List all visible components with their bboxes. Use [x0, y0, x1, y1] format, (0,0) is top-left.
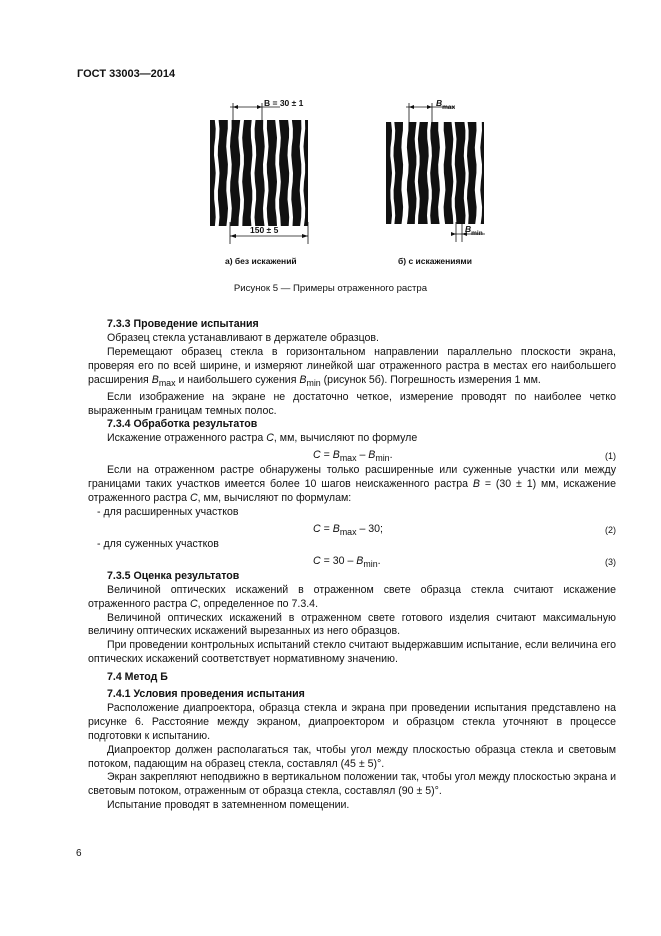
list-item: - для расширенных участков — [97, 505, 239, 518]
label-bmin: $B_{min}$ — [465, 224, 483, 237]
figure-caption: Рисунок 5 — Примеры отраженного растра — [233, 283, 428, 294]
raster-background — [210, 120, 308, 226]
section-heading-7-4: 7.4 Метод Б — [107, 671, 168, 684]
dim-arrow — [427, 105, 432, 109]
page-number: 6 — [76, 848, 82, 859]
equation-3: $C = 30 - B_{min}$. (3) — [313, 554, 616, 569]
caption-a: а) без искажений — [225, 256, 297, 266]
paragraph: Искажение отраженного растра C, мм, вычисляют по формуле — [107, 432, 418, 445]
equation-2: $C = B_{max} - 30$; (2) — [313, 522, 616, 537]
paragraph: Если изображение на экране не достаточно четкое, измерение проводят по наиболее четко выраженным границам темных полос. — [88, 390, 616, 417]
label-bmax: $B_{max}$ — [436, 98, 456, 111]
paragraph: Если на отраженном растре обнаружены только расширенные или суженные участки или между границами таких участков имеется более 10 шагов неискаженного растра B = (30 ± 1) мм, искажение отраженного растра C, мм, вычисляют по формулам: — [88, 464, 616, 505]
document-header: ГОСТ 33003—2014 — [77, 68, 176, 80]
document-body — [88, 318, 616, 813]
dim-arrow — [230, 234, 236, 238]
equation-number: (3) — [605, 556, 616, 567]
label-150: 150 ± 5 — [250, 225, 279, 235]
paragraph: Диапроектор должен располагаться так, чтобы угол между плоскостью образца стекла и световым потоком, падающим на образец стекла, составлял (45 ± 5)°. — [88, 743, 616, 770]
paragraph: Величиной оптических искажений в отраженном свете образца стекла считают искажение отраженного растра C, определенное по 7.3.4. — [88, 583, 616, 610]
figure-5-raster — [200, 98, 500, 273]
paragraph: Величиной оптических искажений в отраженном свете готового изделия считают максимальную величину оптических искажений вырезанных из него образцов. — [88, 611, 616, 638]
dim-arrow — [302, 234, 308, 238]
dim-arrow — [233, 105, 238, 109]
section-heading-7-3-3: 7.3.3 Проведение испытания — [107, 318, 259, 330]
label-b-30: B = 30 ± 1 — [264, 98, 304, 108]
paragraph: Образец стекла устанавливают в держателе образцов. — [107, 331, 380, 344]
equation-number: (2) — [605, 524, 616, 535]
dim-arrow — [409, 105, 414, 109]
dim-arrow — [257, 105, 262, 109]
section-heading-7-3-4: 7.3.4 Обработка результатов — [107, 418, 258, 431]
paragraph: Перемещают образец стекла в горизонтальном направлении параллельно плоскости экрана, проверяя его по всей ширине, и измеряют линейкой шаг отраженного растра в местах его наибольшего расширения $B_{max}$ и наибольшего сужения $B_{min}$ (рисунок 5б). Погрешность измерения 1 мм. — [88, 345, 616, 388]
paragraph: Испытание проводят в затемненном помещении. — [107, 799, 350, 812]
section-heading-7-3-5: 7.3.5 Оценка результатов — [107, 569, 240, 582]
paragraph: Расположение диапроектора, образца стекла и экрана при проведении испытания представлено на рисунке 6. Расстояние между экраном, диапроектором и образцом стекла уточняют в процессе подготовки к испытанию. — [88, 701, 616, 742]
raster-a-undistorted — [210, 120, 308, 226]
raster-b-distorted — [386, 122, 484, 224]
paragraph: При проведении контрольных испытаний стекло считают выдержавшим испытание, если величина его оптических искажений соответствует нормативному значению. — [88, 639, 616, 666]
paragraph: Экран закрепляют неподвижно в вертикальном положении так, чтобы угол между плоскостью экрана и световым потоком, отраженным от образца стекла, составлял (90 ± 5)°. — [88, 771, 616, 798]
caption-b: б) с искажениями — [398, 256, 472, 266]
dim-arrow — [451, 232, 456, 236]
section-heading-7-4-1: 7.4.1 Условия проведения испытания — [107, 688, 305, 701]
equation-number: (1) — [605, 451, 616, 462]
raster-background — [386, 122, 484, 224]
list-item: - для суженных участков — [97, 537, 219, 550]
equation-1: $C = B_{max} - B_{min}$. (1) — [313, 449, 616, 464]
